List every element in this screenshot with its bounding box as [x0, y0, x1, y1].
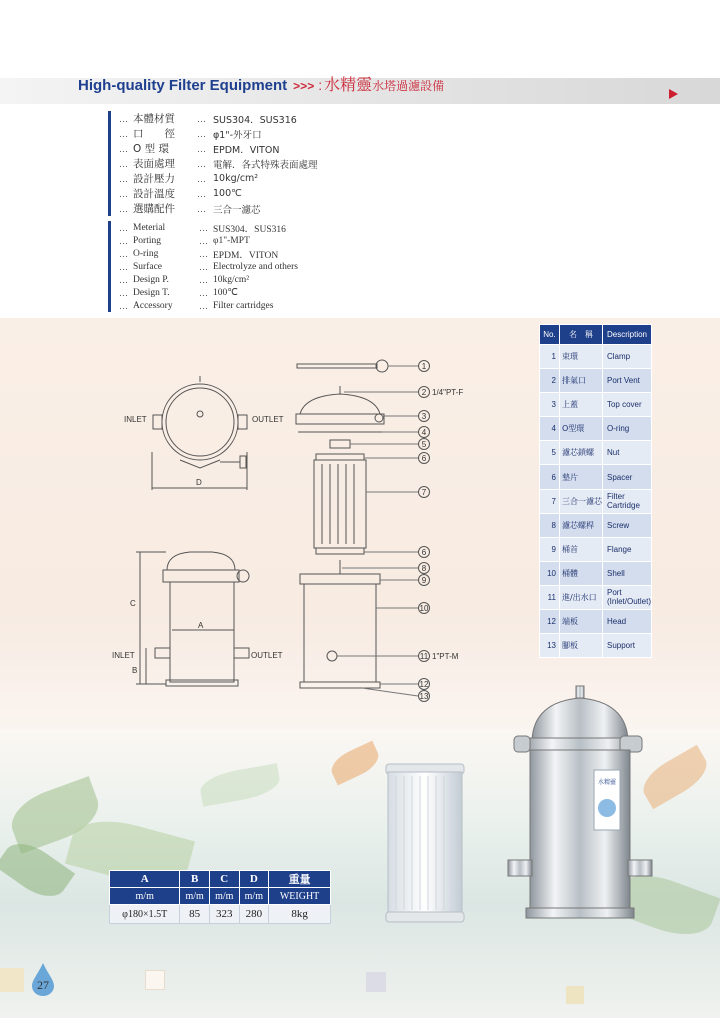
spec-row	[119, 171, 318, 186]
dim-c-label: C	[130, 599, 136, 608]
table-row	[540, 610, 652, 634]
part-no: 1	[540, 345, 560, 369]
exploded-view-drawing	[296, 360, 388, 688]
part-desc: Flange	[602, 537, 651, 561]
dims-header: 重量	[269, 871, 331, 888]
leader-dots: …	[199, 287, 208, 298]
dims-header-row	[110, 871, 331, 888]
spec-value: SUS304．SUS316	[213, 224, 286, 235]
leader-dots: …	[119, 128, 127, 139]
callout-number: 6	[421, 548, 427, 557]
spec-label: Design T.	[133, 287, 170, 298]
spec-value: 100℃	[213, 288, 238, 298]
spec-row	[119, 273, 298, 286]
part-desc: Top cover	[602, 393, 651, 417]
part-desc: Head	[602, 610, 651, 634]
dims-unit: m/m	[180, 888, 210, 905]
callout-number: 11	[419, 652, 429, 661]
leader-dots: …	[119, 274, 127, 285]
top-inlet-label: INLET	[124, 415, 147, 424]
dim-d-label: D	[196, 478, 202, 487]
spec-label: Porting	[133, 235, 161, 246]
side-outlet-label: OUTLET	[251, 651, 283, 660]
part-name-zh: 束環	[559, 345, 602, 369]
leader-dots: …	[199, 274, 208, 285]
part-desc: Port (Inlet/Outlet)	[602, 585, 651, 609]
part-name-zh: O型環	[559, 417, 602, 441]
callout-number: 10	[419, 604, 429, 613]
spec-list-zh	[108, 111, 318, 216]
callout-number: 6	[421, 454, 427, 463]
deco-square	[0, 968, 24, 992]
part-name-zh: 桶首	[559, 537, 602, 561]
part-no: 5	[540, 441, 560, 465]
spec-label: O 型 環	[133, 143, 169, 155]
spec-label: 表面處理	[133, 158, 175, 170]
spec-label: 口 徑	[133, 128, 175, 140]
spec-value: φ1"-外牙口	[213, 129, 262, 141]
part-no: 9	[540, 537, 560, 561]
spec-value: EPDM．VITON	[213, 144, 280, 156]
spec-value: 100℃	[213, 188, 242, 199]
leader-dots: …	[119, 222, 127, 233]
filter-housing-image	[500, 684, 660, 924]
part-no: 11	[540, 585, 560, 609]
part-desc: Screw	[602, 513, 651, 537]
leader-dots: …	[199, 248, 208, 259]
table-row	[540, 585, 652, 609]
part-no: 13	[540, 634, 560, 658]
leader-dots: …	[199, 300, 208, 311]
callout-number: 5	[421, 440, 427, 449]
leader-dots: …	[199, 222, 208, 233]
dims-value-row	[110, 905, 331, 924]
spec-row	[119, 126, 318, 141]
part-no: 2	[540, 369, 560, 393]
leader-dots: …	[119, 143, 127, 154]
side-view-drawing	[136, 552, 249, 686]
part-desc: O-ring	[602, 417, 651, 441]
part-desc: Shell	[602, 561, 651, 585]
callout-leaders	[337, 366, 418, 696]
spec-label: 設計壓力	[133, 173, 175, 185]
leader-dots: …	[197, 158, 206, 169]
part-name-zh: 墊片	[559, 465, 602, 489]
leader-dots: …	[119, 248, 127, 259]
leader-dots: …	[197, 143, 206, 154]
header-colon: :	[318, 77, 323, 93]
spec-row	[119, 156, 318, 171]
header-name-zh: 名 稱	[559, 325, 602, 345]
leader-dots: …	[199, 235, 208, 246]
part-name-zh: 腳板	[559, 634, 602, 658]
dims-value: 280	[239, 905, 269, 924]
top-view-drawing	[152, 376, 247, 490]
spec-value: 10kg/cm²	[213, 173, 259, 184]
triangle-marker-icon	[669, 89, 678, 99]
spec-value: 電解．各式特殊表面處理	[213, 159, 318, 171]
spec-value: EPDM．VITON	[213, 250, 279, 261]
dims-unit-row	[110, 888, 331, 905]
deco-square	[566, 986, 584, 1004]
port-vent-note: 1/4"PT-F	[432, 388, 464, 397]
part-no: 7	[540, 489, 560, 513]
table-row	[540, 345, 652, 369]
part-name-zh: 端板	[559, 610, 602, 634]
spec-label: 選購配件	[133, 203, 175, 215]
spec-label: 本體材質	[133, 113, 175, 125]
table-row	[540, 369, 652, 393]
dims-unit: m/m	[239, 888, 269, 905]
part-name-zh: 三合一濾芯	[559, 489, 602, 513]
table-row	[540, 634, 652, 658]
leader-dots: …	[119, 261, 127, 272]
spec-row	[119, 247, 298, 260]
leader-dots: …	[119, 287, 127, 298]
dims-header: C	[209, 871, 239, 888]
part-name-zh: 排氣口	[559, 369, 602, 393]
spec-value: Filter cartridges	[213, 300, 274, 311]
leader-dots: …	[197, 113, 206, 124]
part-desc: Port Vent	[602, 369, 651, 393]
part-name-zh: 上蓋	[559, 393, 602, 417]
spec-row	[119, 186, 318, 201]
leader-dots: …	[119, 235, 127, 246]
spec-row	[119, 111, 318, 126]
page-header	[78, 72, 444, 92]
part-desc: Support	[602, 634, 651, 658]
leader-dots: …	[197, 203, 206, 214]
part-no: 6	[540, 465, 560, 489]
part-desc: Spacer	[602, 465, 651, 489]
leader-dots: …	[199, 261, 208, 272]
table-row	[540, 393, 652, 417]
part-desc: Clamp	[602, 345, 651, 369]
header-title-zh-sub: 水塔過濾設備	[372, 79, 445, 93]
dims-header: A	[110, 871, 180, 888]
dim-b-label: B	[132, 666, 138, 675]
dims-value: 8kg	[269, 905, 331, 924]
table-row	[540, 441, 652, 465]
table-row	[540, 417, 652, 441]
leader-dots: …	[119, 158, 127, 169]
callout-number: 7	[421, 488, 427, 497]
callout-number: 13	[419, 692, 429, 701]
leader-dots: …	[119, 188, 127, 199]
part-desc: Filter Cartridge	[602, 489, 651, 513]
leader-dots: …	[119, 203, 127, 214]
spec-label: Surface	[133, 261, 163, 272]
filter-cartridge-image	[382, 760, 468, 926]
part-desc: Nut	[602, 441, 651, 465]
spec-label: Accessory	[133, 300, 173, 311]
port-inlet-note: 1"PT-M	[432, 652, 459, 661]
deco-square	[366, 972, 386, 992]
spec-value: φ1"-MPT	[213, 235, 250, 246]
table-row	[540, 537, 652, 561]
spec-list-en	[108, 221, 298, 312]
parts-table	[539, 324, 652, 658]
deco-square	[145, 970, 165, 990]
part-name-zh: 桶體	[559, 561, 602, 585]
leader-dots: …	[119, 173, 127, 184]
callout-number: 12	[419, 680, 429, 689]
dimension-table	[109, 870, 331, 924]
dims-header: B	[180, 871, 210, 888]
spec-row	[119, 201, 318, 216]
dims-value: φ180×1.5T	[110, 905, 180, 924]
dims-unit: m/m	[110, 888, 180, 905]
leader-dots: …	[197, 188, 206, 199]
table-row	[540, 489, 652, 513]
leader-dots: …	[197, 173, 206, 184]
spec-value: 10kg/cm²	[213, 274, 250, 285]
spec-value: Electrolyze and others	[213, 261, 298, 272]
header-description: Description	[602, 325, 651, 345]
part-name-zh: 濾芯螺桿	[559, 513, 602, 537]
side-inlet-label: INLET	[112, 651, 135, 660]
technical-diagram	[100, 342, 540, 712]
parts-table-header	[540, 325, 652, 345]
spec-row	[119, 221, 298, 234]
callout-number: 4	[421, 428, 427, 437]
dims-value: 85	[180, 905, 210, 924]
header-arrows: >>>	[293, 79, 315, 93]
spec-row	[119, 234, 298, 247]
header-title-en: High-quality Filter Equipment	[78, 77, 288, 94]
spec-row	[119, 141, 318, 156]
table-row	[540, 561, 652, 585]
part-no: 8	[540, 513, 560, 537]
part-no: 10	[540, 561, 560, 585]
spec-value: 三合一濾芯	[213, 204, 261, 216]
leader-dots: …	[197, 128, 206, 139]
header-no: No.	[540, 325, 560, 345]
spec-row	[119, 286, 298, 299]
spec-label: Meterial	[133, 222, 166, 233]
callout-number: 9	[421, 576, 427, 585]
spec-row	[119, 260, 298, 273]
table-row	[540, 513, 652, 537]
leader-dots: …	[119, 113, 127, 124]
part-no: 4	[540, 417, 560, 441]
part-no: 3	[540, 393, 560, 417]
part-no: 12	[540, 610, 560, 634]
leader-dots: …	[119, 300, 127, 311]
product-label: 水精靈	[597, 779, 617, 786]
spec-value: SUS304．SUS316	[213, 114, 297, 126]
page-number: 27	[37, 978, 49, 992]
callout-number: 3	[421, 412, 427, 421]
spec-row	[119, 299, 298, 312]
part-name-zh: 濾芯鎖螺	[559, 441, 602, 465]
dims-unit: m/m	[209, 888, 239, 905]
dims-unit: WEIGHT	[269, 888, 331, 905]
top-outlet-label: OUTLET	[252, 415, 284, 424]
dims-value: 323	[209, 905, 239, 924]
spec-label: 設計溫度	[133, 188, 175, 200]
callout-number: 1	[421, 362, 427, 371]
dim-a-label: A	[198, 621, 204, 630]
table-row	[540, 465, 652, 489]
spec-label: Design P.	[133, 274, 169, 285]
callout-number: 8	[421, 564, 427, 573]
part-name-zh: 進/出水口	[559, 585, 602, 609]
callout-number: 2	[421, 388, 427, 397]
dims-header: D	[239, 871, 269, 888]
spec-label: O-ring	[133, 248, 159, 259]
header-title-zh-main: 水精靈	[324, 75, 373, 94]
